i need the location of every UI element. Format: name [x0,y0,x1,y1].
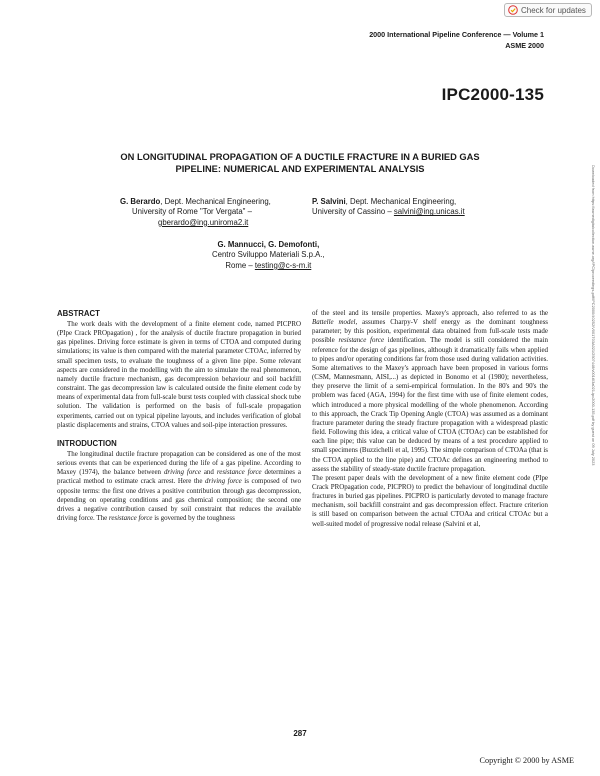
author-name: G. Mannucci, G. Demofonti, [217,240,320,249]
paper-title-line-1: ON LONGITUDINAL PROPAGATION OF A DUCTILE FRACTURE IN A BURIED GAS [120,152,480,162]
author-institution: University of Rome "Tor Vergata" – [132,207,252,217]
author-block-salvini [312,197,465,218]
check-updates-icon [508,5,518,15]
abstract-heading: ABSTRACT [57,309,100,318]
author-affiliation: , Dept. Mechanical Engineering, [160,197,271,206]
download-watermark [588,165,596,580]
author-institution: Centro Sviluppo Materiali S.p.A., [212,250,325,260]
abstract-text: The work deals with the development of a finite element code, named PICPRO (PIpe Crack PROpagation) , for the analysis of ductile fracture propagation in buried gas pipelines. Driving force estimate is given in terms of CTOA and computed during simulations; its value is then compared with the material parameter CTOAc, inferred by small specimen tests, to evaluate the toughness of a given line pipe. Some relevant aspects are considered in the modelling with the aim to simulate the real phenomenon, namely ductile fracture mechanism, gas decompression behaviour and soil backfill constraint. The gas decompression law is calculated outside the finite element code by means of experimental data from full-scale burst tests coupled with classical shock tube solution. The validation is performed on the basis of full-scale propagation experiments, carried out on typical pipeline layouts, and includes verification of global plastic displacements and strains, CTOA values and soil-pipe interaction pressures. [57,320,301,429]
author-name: G. Berardo [120,197,161,206]
conference-publisher: ASME 2000 [505,41,544,50]
left-column [57,309,301,523]
body-paragraph: The present paper deals with the development of a new finite element code (PIpe Crack PROpagation code, PICPRO) to predict the behaviour of longitudinal ductile fractures in buried gas pipelines. PICPRO is particularly devoted to manage fracture mechanism, soil backfill constraint and gas decompression effect. Fracture criterion is still based on comparison between the actual CTOAa and critical CTOAc but a well-suited model of progressive nodal release (Salvini et al, [312,473,548,528]
body-paragraph: of the steel and its tensile properties. Maxey's approach, also referred to as the Battelle model, assumes Charpy-V shelf energy as the dominant toughness parameter; by this position, experimental data obtained from full-scale tests made possible resistance force identification. The model is still considered the main reference for the design of gas pipelines, although it dramatically fails when applied to pipes and/or operating conditions far from those used during validation activities. Some alternatives to the Maxey's approach have been proposed in various forms (CSM, Mannesmann, AISI,...) as depicted in Bonomo et al (1980); nevertheless, they preserve the limit of a semi-empirical formulation. In the 80's and 90's the problem was faced (AGA, 1994) for the first time with use of finite element codes, which introduced a more physical modelling of the whole phenomenon. According to this approach, the Crack Tip Opening Angle (CTOA) was assumed as a dominant fracture parameter during the steady fracture propagation with a widespread plastic field. Following this idea, a critical value of CTOA (CTOAc) can be established for each line pipe; this value can be deduced by means of a test procedure applied to small specimens (Buzzichelli et al, 1995). The simple comparison of CTOAa (that is the CTOA applied to the line pipe) and CTOAc defines an engineering method to assess the stability of steady-state ductile fracture propagation. [312,309,549,473]
copyright-notice: Copyright © 2000 by ASME [479,756,574,765]
paper-title-line-2: PIPELINE: NUMERICAL AND EXPERIMENTAL ANALYSIS [175,164,425,174]
author-email-link[interactable]: salvini@ing.unicas.it [393,207,465,217]
introduction-paragraph: The longitudinal ductile fracture propagation can be considered as one of the most serious events that can be experienced during the life of a gas pipeline. According to Maxey (1974), the balance between driving force and resistance force determines a practical method to estimate crack arrest. Here the driving force is composed of two opposite terms: the first one drives a positive contribution through gas decompression, depending on operating conditions and gas chemical composition; the second one drives a negative contribution caused by soil constraint that reduces the available driving force. The resistance force is governed by the toughness [57,449,302,522]
author-email-link[interactable]: testing@c-s-m.it [254,260,312,270]
author-city: Rome – [225,260,255,270]
download-watermark-text: Downloaded from https://asmedigitalcollection.asme.org/IPC/proceedings-pdf/IPC2000/40252/V001T03A021/2507448/v001t03a021-ipc2000-135.pdf by guest on 09 July 2023 [591,165,596,466]
right-column [312,309,548,529]
author-block-berardo [120,197,271,228]
author-name: P. Salvini [312,197,346,206]
check-updates-label: Check for updates [521,5,586,15]
author-institution: University of Cassino – [312,207,394,217]
page-number: 287 [293,729,307,738]
check-for-updates-button[interactable] [504,3,592,17]
paper-id: IPC2000-135 [441,85,544,104]
conference-name: 2000 International Pipeline Conference — Volume 1 [369,30,544,39]
author-block-mannucci-demofonti [212,240,325,271]
introduction-heading: INTRODUCTION [57,438,117,448]
author-affiliation: , Dept. Mechanical Engineering, [345,197,457,206]
author-email-link[interactable]: gberardo@ing.uniroma2.it [158,217,249,227]
